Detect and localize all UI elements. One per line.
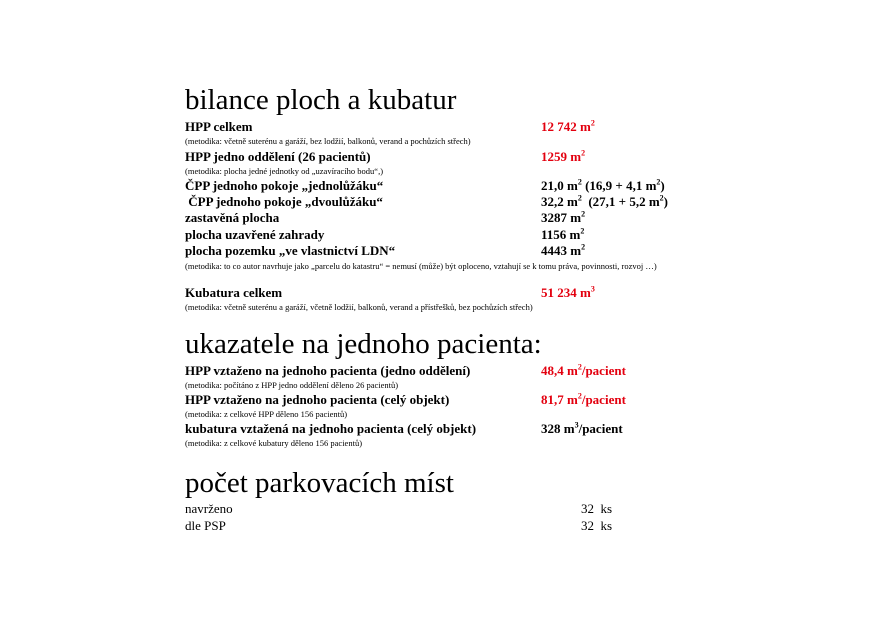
row-label: ČPP jednoho pokoje „jednolůžáku“ <box>185 178 384 193</box>
row-label: plocha uzavřené zahrady <box>185 227 325 242</box>
methodology-note: (metodika: plocha jedné jednotky od „uzavíracího bodu“,) <box>185 166 384 176</box>
row-label: kubatura vztažená na jednoho pacienta (celý objekt) <box>185 421 477 436</box>
parking-psp-value: 32 ks <box>581 518 613 533</box>
methodology-note: (metodika: z celkové HPP děleno 156 pacientů) <box>185 409 348 419</box>
row-label: HPP jedno oddělení (26 pacientů) <box>185 149 371 164</box>
row-value: 81,7 $m^2$/pacient <box>541 391 626 407</box>
parking-proposed-value: 32 ks <box>581 501 613 516</box>
section-heading-parkovani: počet parkovacích míst <box>185 467 454 499</box>
methodology-note: (metodika: včetně suterénu a garáží, bez lodžií, balkonů, verand a pochůzích střech) <box>185 136 471 146</box>
row-label: HPP vztaženo na jednoho pacienta (jedno oddělení) <box>185 363 471 378</box>
methodology-note: (metodika: to co autor navrhuje jako „parcelu do katastru“ = nemusí (může) být oploceno, vztahují se k tomu práva, povinnosti, rozvoj …) <box>185 261 657 271</box>
row-label: plocha pozemku „ve vlastnictví LDN“ <box>185 243 396 258</box>
methodology-note: (metodika: z celkové kubatury děleno 156 pacientů) <box>185 438 363 448</box>
row-value: 21,0 $m^2$ (16,9 + 4,1 $m^2$) <box>541 177 665 193</box>
row-label: Kubatura celkem <box>185 285 283 300</box>
parking-psp-label: dle PSP <box>185 518 226 533</box>
row-value: 4443 $m^2$ <box>541 242 586 258</box>
methodology-note: (metodika: počítáno z HPP jedno oddělení děleno 26 pacientů) <box>185 380 399 390</box>
row-label: zastavěná plocha <box>185 210 280 225</box>
row-value: 51 234 $m^3$ <box>541 284 595 300</box>
row-value: 32,2 $m^2$ (27,1 + 5,2 $m^2$) <box>541 193 669 209</box>
row-value: 3287 $m^2$ <box>541 209 586 225</box>
row-value: 12 742 $m^2$ <box>541 118 595 134</box>
row-label: HPP celkem <box>185 119 253 134</box>
row-label: ČPP jednoho pokoje „dvoulůžáku“ <box>185 194 383 209</box>
methodology-note: (metodika: včetně suterénu a garáží, včetně lodžií, balkonů, verand a přístřešků, bez pochůzích střech) <box>185 302 533 312</box>
row-value: 48,4 $m^2$/pacient <box>541 362 626 378</box>
row-value: 1156 $m^2$ <box>541 226 585 242</box>
row-value: 328 $m^3$/pacient <box>541 420 623 436</box>
row-label: HPP vztaženo na jednoho pacienta (celý objekt) <box>185 392 450 407</box>
row-value: 1259 $m^2$ <box>541 148 586 164</box>
section-heading-ukazatele: ukazatele na jednoho pacienta: <box>185 328 542 360</box>
parking-proposed-label: navrženo <box>185 501 233 516</box>
section-heading-bilance: bilance ploch a kubatur <box>185 84 457 116</box>
